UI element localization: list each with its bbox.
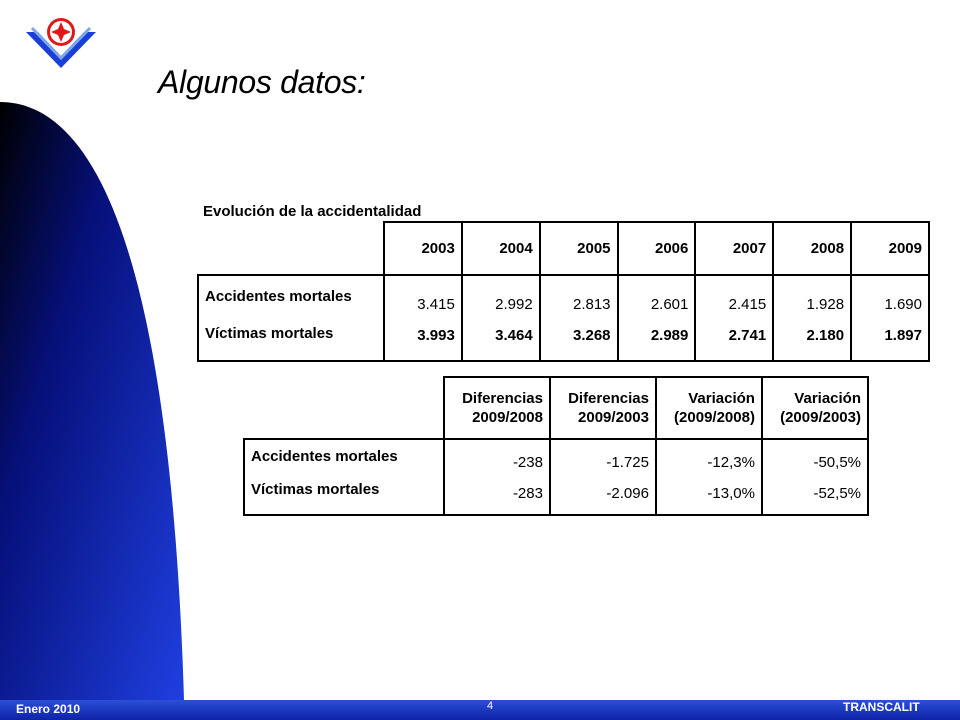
- accidentes-value: -238: [512, 454, 543, 471]
- table2-header-row: [244, 377, 868, 439]
- left-arc-decoration: [0, 102, 184, 700]
- accidentes-value: 2.601: [650, 296, 689, 313]
- victimas-value: 3.268: [572, 327, 611, 344]
- page-number: 4: [487, 700, 494, 712]
- table2-corner-cell: [244, 377, 444, 439]
- year-header: 2003: [384, 222, 462, 275]
- table2-value-cell: [762, 439, 868, 515]
- table1-value-cell: [384, 275, 462, 361]
- header-line1: Variación: [794, 390, 861, 407]
- accidentes-value: -50,5%: [813, 454, 861, 471]
- year-header: 2006: [618, 222, 696, 275]
- victimas-value: 3.464: [495, 327, 533, 344]
- table1-header-row: [198, 222, 929, 275]
- table2-header: [762, 377, 868, 439]
- year-header: 2004: [462, 222, 540, 275]
- year-header: 2005: [540, 222, 618, 275]
- victimas-value: 3.993: [417, 327, 455, 344]
- year-header: 2007: [695, 222, 773, 275]
- footer-date: Enero 2010: [16, 702, 81, 716]
- victimas-value: -52,5%: [813, 485, 861, 502]
- victimas-value: 2.989: [650, 327, 689, 344]
- accidentes-value: 2.415: [728, 296, 767, 313]
- year-header: 2009: [851, 222, 929, 275]
- table2-header: [656, 377, 762, 439]
- accidentes-value: 3.415: [417, 296, 455, 313]
- accidentes-value: 2.813: [572, 296, 611, 313]
- table1-row-labels: [198, 275, 384, 361]
- accidentes-value: 2.992: [495, 296, 533, 313]
- header-line2: 2009/2008: [472, 409, 543, 426]
- header-line2: (2009/2003): [780, 409, 861, 426]
- header-line1: Variación: [688, 390, 755, 407]
- row-label-accidentes: Accidentes mortales: [205, 288, 352, 305]
- table2-data-row: [244, 439, 868, 515]
- accidentes-value: -12,3%: [707, 454, 755, 471]
- table1-value-cell: [695, 275, 773, 361]
- header-line1: Diferencias: [568, 390, 649, 407]
- accidentes-value: 1.690: [884, 296, 922, 313]
- table2-value-cell: [656, 439, 762, 515]
- table2-row-labels: [244, 439, 444, 515]
- row-label-victimas: Víctimas mortales: [251, 481, 380, 498]
- differences-table: [243, 376, 869, 516]
- table1-caption: Evolución de la accidentalidad: [203, 203, 422, 220]
- footer-brand: TRANSCALIT: [843, 700, 920, 714]
- victimas-value: -283: [512, 485, 543, 502]
- table1-value-cell: [462, 275, 540, 361]
- slide-title: Algunos datos:: [158, 64, 366, 100]
- table2-header: [550, 377, 656, 439]
- victimas-value: 2.741: [728, 327, 767, 344]
- table1-value-cell: [773, 275, 851, 361]
- header-line2: (2009/2008): [674, 409, 755, 426]
- row-label-accidentes: Accidentes mortales: [251, 448, 398, 465]
- table2-value-cell: [444, 439, 550, 515]
- table1-value-cell: [851, 275, 929, 361]
- victimas-value: -13,0%: [707, 485, 755, 502]
- year-header: 2008: [773, 222, 851, 275]
- victimas-value: 1.897: [884, 327, 922, 344]
- accidentes-value: 1.928: [806, 296, 845, 313]
- transcalit-logo-icon: [22, 14, 100, 70]
- header-line1: Diferencias: [462, 390, 543, 407]
- table2-header: [444, 377, 550, 439]
- accidentes-value: -1.725: [606, 454, 649, 471]
- footer-bar: [0, 700, 960, 720]
- table2-value-cell: [550, 439, 656, 515]
- table1-value-cell: [618, 275, 696, 361]
- table1-data-row: [198, 275, 929, 361]
- accident-evolution-table: [197, 221, 930, 362]
- header-line2: 2009/2003: [578, 409, 649, 426]
- victimas-value: 2.180: [806, 327, 845, 344]
- table1-value-cell: [540, 275, 618, 361]
- victimas-value: -2.096: [606, 485, 649, 502]
- table1-corner-cell: [198, 222, 384, 275]
- row-label-victimas: Víctimas mortales: [205, 325, 334, 342]
